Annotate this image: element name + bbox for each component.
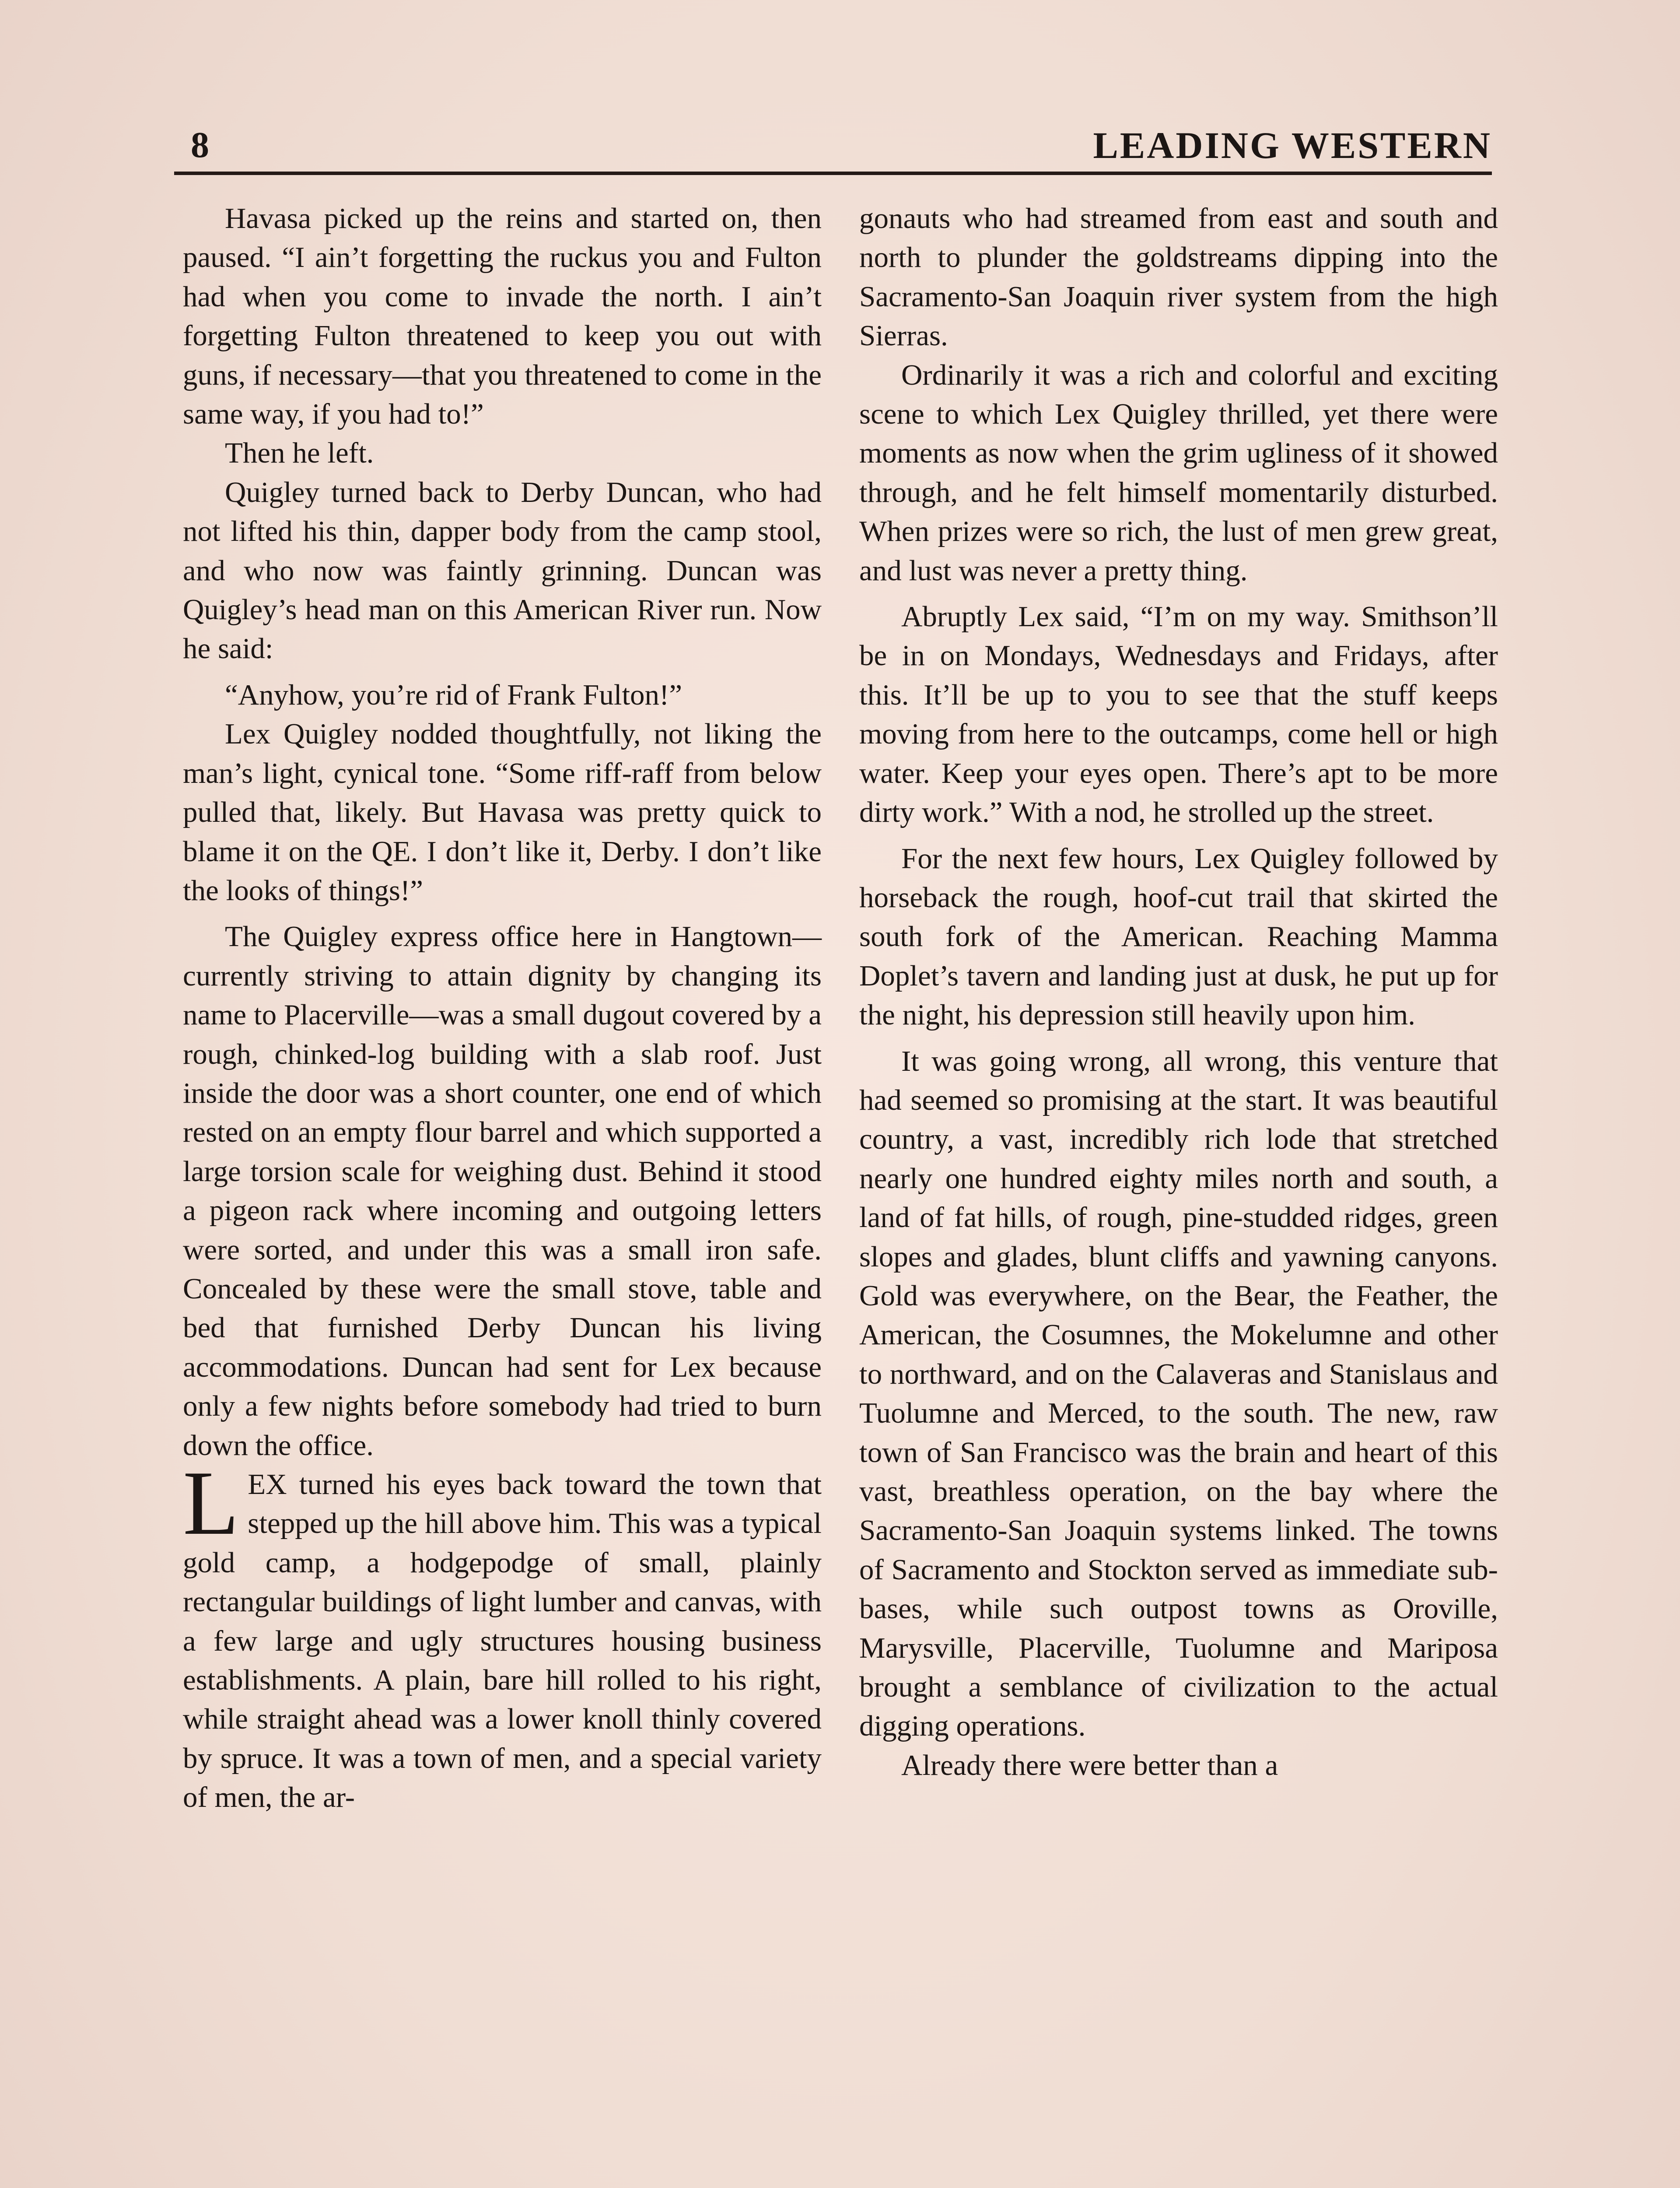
page-header — [174, 123, 1492, 175]
paragraph: Then he left. — [225, 437, 374, 470]
left-column — [183, 199, 822, 1817]
paragraph: Havasa picked up the reins and started on, then paused. “I ain’t forgetting the ruckus you and Fulton had when you come to invade the north. I ain’t forgetting Fulton threatened to keep you out with guns, if necessary—that you threatened to come in the same way, if you had to!” — [183, 202, 822, 431]
drop-cap-paragraph — [183, 1452, 822, 1817]
paragraph: Already there were better than a — [901, 1749, 1278, 1781]
page-number: 8 — [191, 125, 209, 165]
paragraph: gonauts who had streamed from east and south and north to plunder the goldstreams dipping into the Sacramento-San Joaquin river system from the high Sierras. — [859, 202, 1498, 352]
paragraph: “Anyhow, you’re rid of Frank Fulton!” — [225, 678, 682, 711]
paragraph: It was going wrong, all wrong, this venture that had seemed so promising at the start. It was beautiful country, a vast, incredibly rich lode that stretched nearly one hundred eighty miles north and south, a land of fat hills, of rough, pine-studded ridges, green slopes and glades, blunt cliffs and yawning canyons. Gold was everywhere, on the Bear, the Feather, the American, the Cosumnes, the Mokelumne and other to northward, and on the Calaveras and Stanislaus and Tuolumne and Merced, to the south. The new, raw town of San Francisco was the brain and heart of this vast, breathless operation, on the bay where the Sacramento-San Joaquin systems linked. The towns of Sacramento and Stockton served as immediate sub-bases, while such outpost towns as Oroville, Marysville, Placerville, Tuolumne and Mariposa brought a semblance of civilization to the actual digging operations. — [859, 1045, 1498, 1743]
running-title: LEADING WESTERN — [1093, 124, 1492, 166]
paragraph: For the next few hours, Lex Quigley followed by horseback the rough, hoof-cut trail that skirted the south fork of the American. Reaching Mamma Doplet’s tavern and landing just at dusk, he put up for the night, his depression still heavily upon him. — [859, 842, 1498, 1031]
paragraph: The Quigley express office here in Hangtown—currently striving to attain dignity by changing its name to Placerville—was a small dugout covered by a rough, chinked-log building with a slab roof. Just inside the door was a short counter, one end of which rested on an empty flour barrel and which supported a large torsion scale for weighing dust. Behind it stood a pigeon rack where incoming and outgoing letters were sorted, and under this was a small iron safe. Concealed by these were the small stove, table and bed that furnished Derby Duncan his living accommodations. Duncan had sent for Lex because only a few nights before somebody had tried to burn down the office. — [183, 920, 822, 1462]
drop-cap-paragraph-text: EX turned his eyes back toward the town that stepped up the hill above him. This was a typical gold camp, a hodgepodge of small, plainly rectangular buildings of light lumber and canvas, with a few large and ugly structures housing business establishments. A plain, bare hill rolled to his right, while straight ahead was a lower knoll thinly covered by spruce. It was a town of men, and a special variety of men, the ar- — [183, 1468, 822, 1814]
drop-cap: L — [183, 1452, 239, 1554]
paragraph: Abruptly Lex said, “I’m on my way. Smithson’ll be in on Mondays, Wednesdays and Fridays, after this. It’ll be up to you to see that the stuff keeps moving from here to the outcamps, come hell or high water. Keep your eyes open. There’s apt to be more dirty work.” With a nod, he strolled up the street. — [859, 600, 1498, 829]
paragraph: Ordinarily it was a rich and colorful and exciting scene to which Lex Quigley thrilled, yet there were moments as now when the grim ugliness of it showed through, and he felt himself momentarily disturbed. When prizes were so rich, the lust of men grew great, and lust was never a pretty thing. — [859, 358, 1498, 587]
paragraph: Quigley turned back to Derby Duncan, who had not lifted his thin, dapper body from the camp stool, and who now was faintly grinning. Duncan was Quigley’s head man on this American River run. Now he said: — [183, 476, 822, 665]
paragraph: Lex Quigley nodded thoughtfully, not liking the man’s light, cynical tone. “Some riff-raff from below pulled that, likely. But Havasa was pretty quick to blame it on the QE. I don’t like it, Derby. I don’t like the looks of things!” — [183, 718, 822, 907]
right-column — [859, 199, 1498, 1785]
